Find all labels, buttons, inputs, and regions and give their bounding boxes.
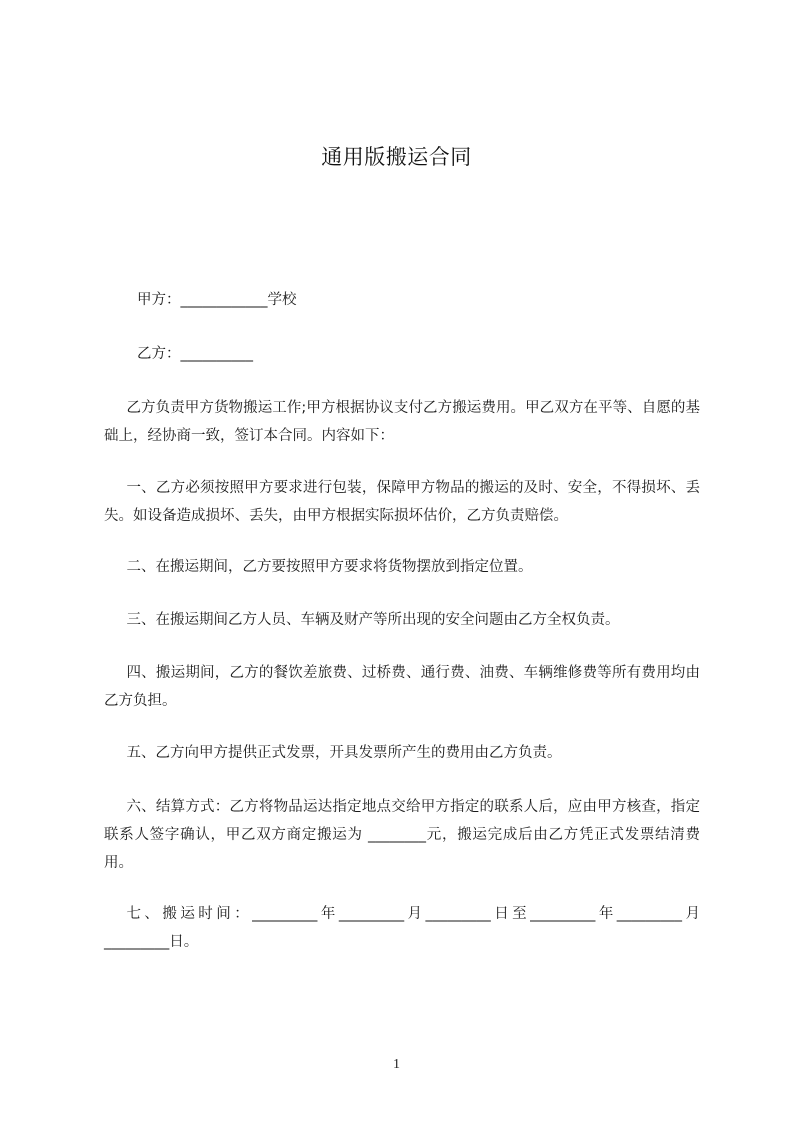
clause-3: 三、在搬运期间乙方人员、车辆及财产等所出现的安全问题由乙方全权负责。 xyxy=(126,612,620,628)
party-a-line: 甲方：____________学校 xyxy=(137,292,297,308)
document-title: 通用版搬运合同 xyxy=(321,145,472,169)
page-number: 1 xyxy=(393,1057,400,1072)
clause-2: 二、在搬运期间，乙方要按照甲方要求将货物摆放到指定位置。 xyxy=(126,559,533,575)
clause-5: 五、乙方向甲方提供正式发票，开具发票所产生的费用由乙方负责。 xyxy=(126,745,562,761)
intro-paragraph: 乙方负责甲方货物搬运工作;甲方根据协议支付乙方搬运费用。甲乙双方在平等、自愿的基础上，经协商一致，签订本合同。内容如下： xyxy=(104,400,700,444)
clause-4: 四、搬运期间，乙方的餐饮差旅费、过桥费、通行费、油费、车辆维修费等所有费用均由乙方负担。 xyxy=(104,665,700,709)
party-b-line: 乙方：__________ xyxy=(137,346,253,362)
clause-7: 七、搬运时间：_________年_________月_________日至_________年_________月_________日。 xyxy=(104,906,700,950)
clause-6: 六、结算方式：乙方将物品运达指定地点交给甲方指定的联系人后，应由甲方核查，指定联系人签字确认，甲乙双方商定搬运为 ________元，搬运完成后由乙方凭正式发票结清费用。 xyxy=(104,799,700,871)
clause-1: 一、乙方必须按照甲方要求进行包装，保障甲方物品的搬运的及时、安全，不得损坏、丢失。如设备造成损坏、丢失，由甲方根据实际损坏估价，乙方负责赔偿。 xyxy=(104,480,700,524)
